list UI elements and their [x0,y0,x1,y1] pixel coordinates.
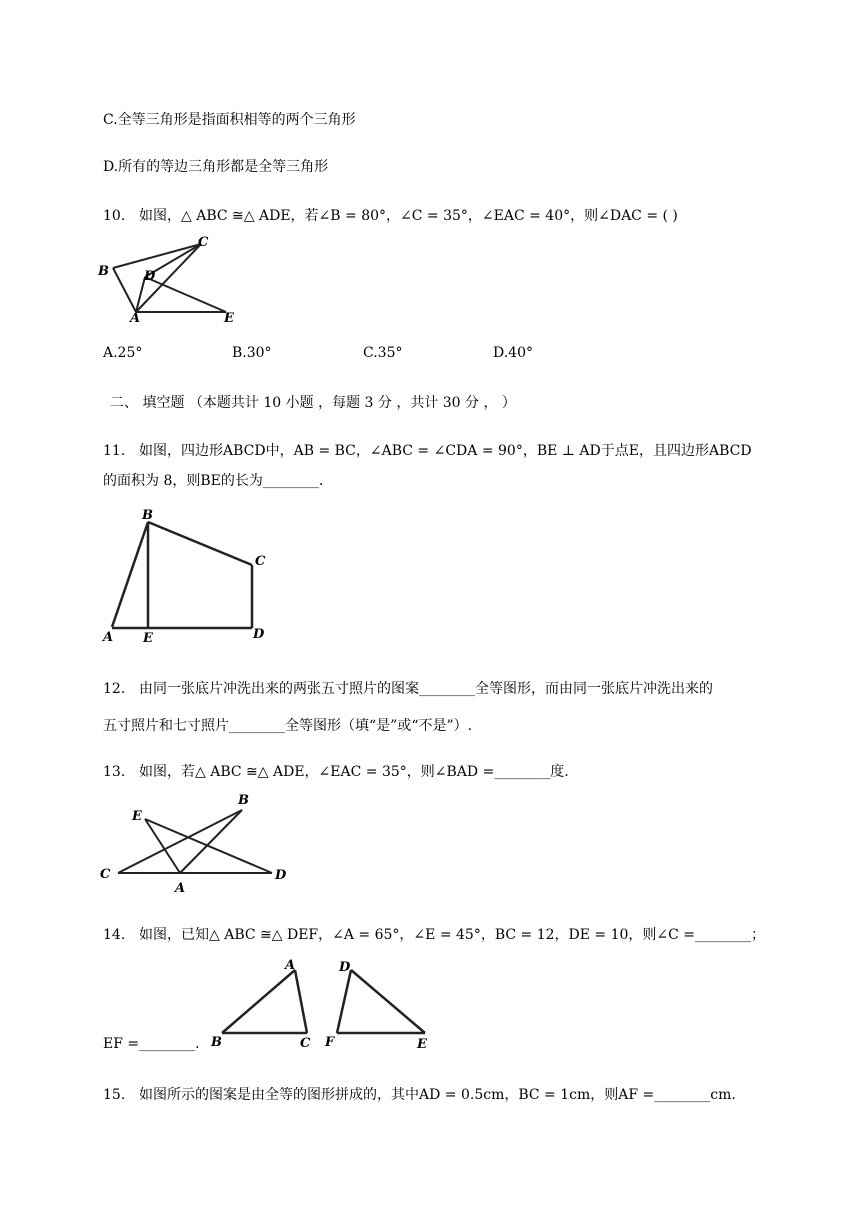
section-heading: 二、 填空题 （本题共计 10 小题 ，每题 3 分 ，共计 30 分 ， ） [110,395,516,411]
question-10 [103,206,678,226]
question-12 [103,679,713,699]
question-text: 如图，△ ABC ≅△ ADE，若∠B = 80°，∠C = 35°，∠EAC = 40°，则∠DAC = ( ) [139,208,678,224]
question-number: 15. [103,1087,126,1103]
figure-13 [98,790,298,895]
question-15 [103,1085,736,1105]
fig11-label-a: A [103,630,114,645]
fig10-label-e: E [224,311,234,325]
question-14 [103,925,765,945]
fig11-label-b: B [142,508,153,523]
fig14-label-c: C [300,1036,311,1051]
fig14-label-a: A [285,958,296,973]
question-11-line2: 的面积为 8，则BE的长为________. [103,473,324,489]
question-text: 如图，四边形ABCD中，AB = BC，∠ABC = ∠CDA = 90°，BE ⊥ AD于点E，且四边形ABCD [139,443,752,459]
question-number: 10. [103,208,126,224]
fig10-label-b: B [98,264,109,279]
option-d: D.40° [493,345,533,361]
fig11-label-d: D [253,627,265,642]
figure-11 [100,505,275,650]
q10-options [103,345,783,365]
fig10-label-d: D [144,269,156,284]
fig13-label-a: A [175,881,186,895]
figure-14 [205,955,445,1055]
fig10-label-a: A [130,311,141,325]
fig10-label-c: C [198,235,209,250]
option-b: B.30° [232,345,272,361]
question-text: 如图，若△ ABC ≅△ ADE，∠EAC = 35°，则∠BAD =________度. [139,764,569,780]
fig14-label-d: D [339,960,351,975]
fig14-label-e: E [417,1037,427,1052]
option-d-text: D.所有的等边三角形都是全等三角形 [103,159,329,175]
fig14-label-b: B [211,1035,222,1050]
option-c: C.35° [363,345,403,361]
figure-10 [98,230,268,325]
option-c-text: C.全等三角形是指面积相等的两个三角形 [103,112,356,128]
question-number: 11. [103,443,126,459]
question-13 [103,762,569,782]
fig11-label-c: C [255,554,266,569]
question-12-line2: 五寸照片和七寸照片________全等图形（填“是”或“不是”）. [103,718,473,734]
question-11 [103,441,752,461]
question-number: 14. [103,927,126,943]
fig14-label-f: F [325,1035,335,1050]
question-text: 如图所示的图案是由全等的图形拼成的，其中AD = 0.5cm，BC = 1cm，则AF =________cm. [139,1087,736,1103]
fig13-label-d: D [275,868,287,883]
question-number: 12. [103,681,126,697]
question-14-tail: EF =________. [103,1036,200,1052]
question-text: 由同一张底片冲洗出来的两张五寸照片的图案________全等图形，而由同一张底片冲洗出来的 [139,681,713,697]
question-text: 如图，已知△ ABC ≅△ DEF，∠A = 65°，∠E = 45°，BC = 12，DE = 10，则∠C =________； [139,927,766,943]
fig11-label-e: E [143,631,153,646]
fig13-label-c: C [100,867,111,882]
option-a: A.25° [103,345,143,361]
fig13-label-b: B [238,793,249,808]
fig13-label-e: E [132,809,142,824]
question-number: 13. [103,764,126,780]
